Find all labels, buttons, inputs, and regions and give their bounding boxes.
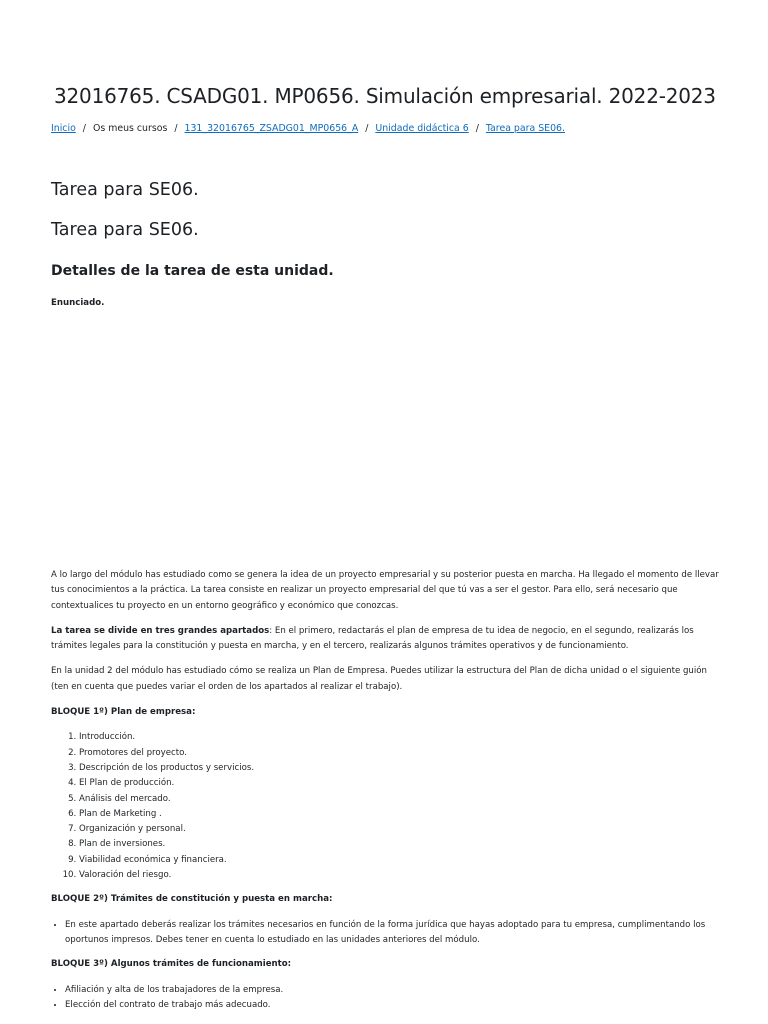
list-item: 9. Viabilidad económica y financiera. <box>79 853 719 868</box>
block3-list <box>51 983 719 1014</box>
breadcrumb-course-link[interactable]: 131_32016765_ZSADG01_MP0656_A <box>184 123 359 134</box>
course-title: 32016765. CSADG01. MP0656. Simulación empresarial. 2022-2023 <box>54 84 716 108</box>
division-paragraph <box>51 624 719 655</box>
activity-heading-repeat: Tarea para SE06. <box>51 220 199 240</box>
list-item: • En este apartado deberás realizar los trámites necesarios en función de la forma jurídica que hayas adoptado para tu empresa, cumplimentando los oportunos impresos. Debes tener en cuenta lo estudiado en las unidades anteriores del módulo. <box>65 918 719 949</box>
details-heading: Detalles de la tarea de esta unidad. <box>51 263 334 279</box>
breadcrumb-separator: / <box>82 123 86 134</box>
list-item: 8. Plan de inversiones. <box>79 837 719 852</box>
breadcrumb-unit-link[interactable]: Unidade didáctica 6 <box>375 123 469 134</box>
breadcrumb-home-link[interactable]: Inicio <box>51 123 76 134</box>
block1-title: BLOQUE 1º) Plan de empresa: <box>51 707 196 718</box>
list-item: • Afiliación y alta de los trabajadores de la empresa. <box>65 983 719 998</box>
block3-title: BLOQUE 3º) Algunos trámites de funcionamiento: <box>51 959 292 970</box>
enunciado-label: Enunciado. <box>51 298 105 308</box>
list-item: 3. Descripción de los productos y servicios. <box>79 761 719 776</box>
block1-list <box>51 730 719 883</box>
intro-paragraph: A lo largo del módulo has estudiado como se genera la idea de un proyecto empresarial y su posterior puesta en marcha. Ha llegado el momento de llevar tus conocimientos a la práctica. La tarea consiste en realizar un proyecto empresarial del que tú vas a ser el gestor. Para ello, será necesario que contextualices tu proyecto en un entorno geográfico y económico que conozcas. <box>51 570 719 611</box>
division-bold: La tarea se divide en tres grandes apartados <box>51 625 270 636</box>
list-item: 10. Valoración del riesgo. <box>79 868 719 883</box>
list-item: 6. Plan de Marketing . <box>79 807 719 822</box>
list-item: 5. Análisis del mercado. <box>79 792 719 807</box>
breadcrumb <box>51 123 565 134</box>
list-item: 1. Introducción. <box>79 730 719 745</box>
breadcrumb-separator: / <box>475 123 479 134</box>
division-text: : En el primero, redactarás el plan de empresa de tu idea de negocio, en el segundo, realizarás los trámites legales para la constitución y puesta en marcha, y en el tercero, realizarás algunos trámites operativos y de funcionamiento. <box>51 625 694 652</box>
block2-title: BLOQUE 2º) Trámites de constitución y puesta en marcha: <box>51 894 333 905</box>
breadcrumb-my-courses: Os meus cursos <box>92 123 168 134</box>
breadcrumb-separator: / <box>174 123 178 134</box>
breadcrumb-task-link[interactable]: Tarea para SE06. <box>485 123 565 134</box>
block2-list <box>51 918 719 949</box>
list-item: 4. El Plan de producción. <box>79 776 719 791</box>
list-item: 7. Organización y personal. <box>79 822 719 837</box>
breadcrumb-separator: / <box>365 123 369 134</box>
activity-heading: Tarea para SE06. <box>51 180 199 200</box>
task-description <box>51 568 719 1022</box>
list-item: • Elección del contrato de trabajo más adecuado. <box>65 998 719 1013</box>
list-item: 2. Promotores del proyecto. <box>79 746 719 761</box>
unit2-paragraph: En la unidad 2 del módulo has estudiado cómo se realiza un Plan de Empresa. Puedes utilizar la estructura del Plan de dicha unidad o el siguiente guión (ten en cuenta que puedes variar el orden de los apartados al realizar el trabajo). <box>51 666 707 692</box>
